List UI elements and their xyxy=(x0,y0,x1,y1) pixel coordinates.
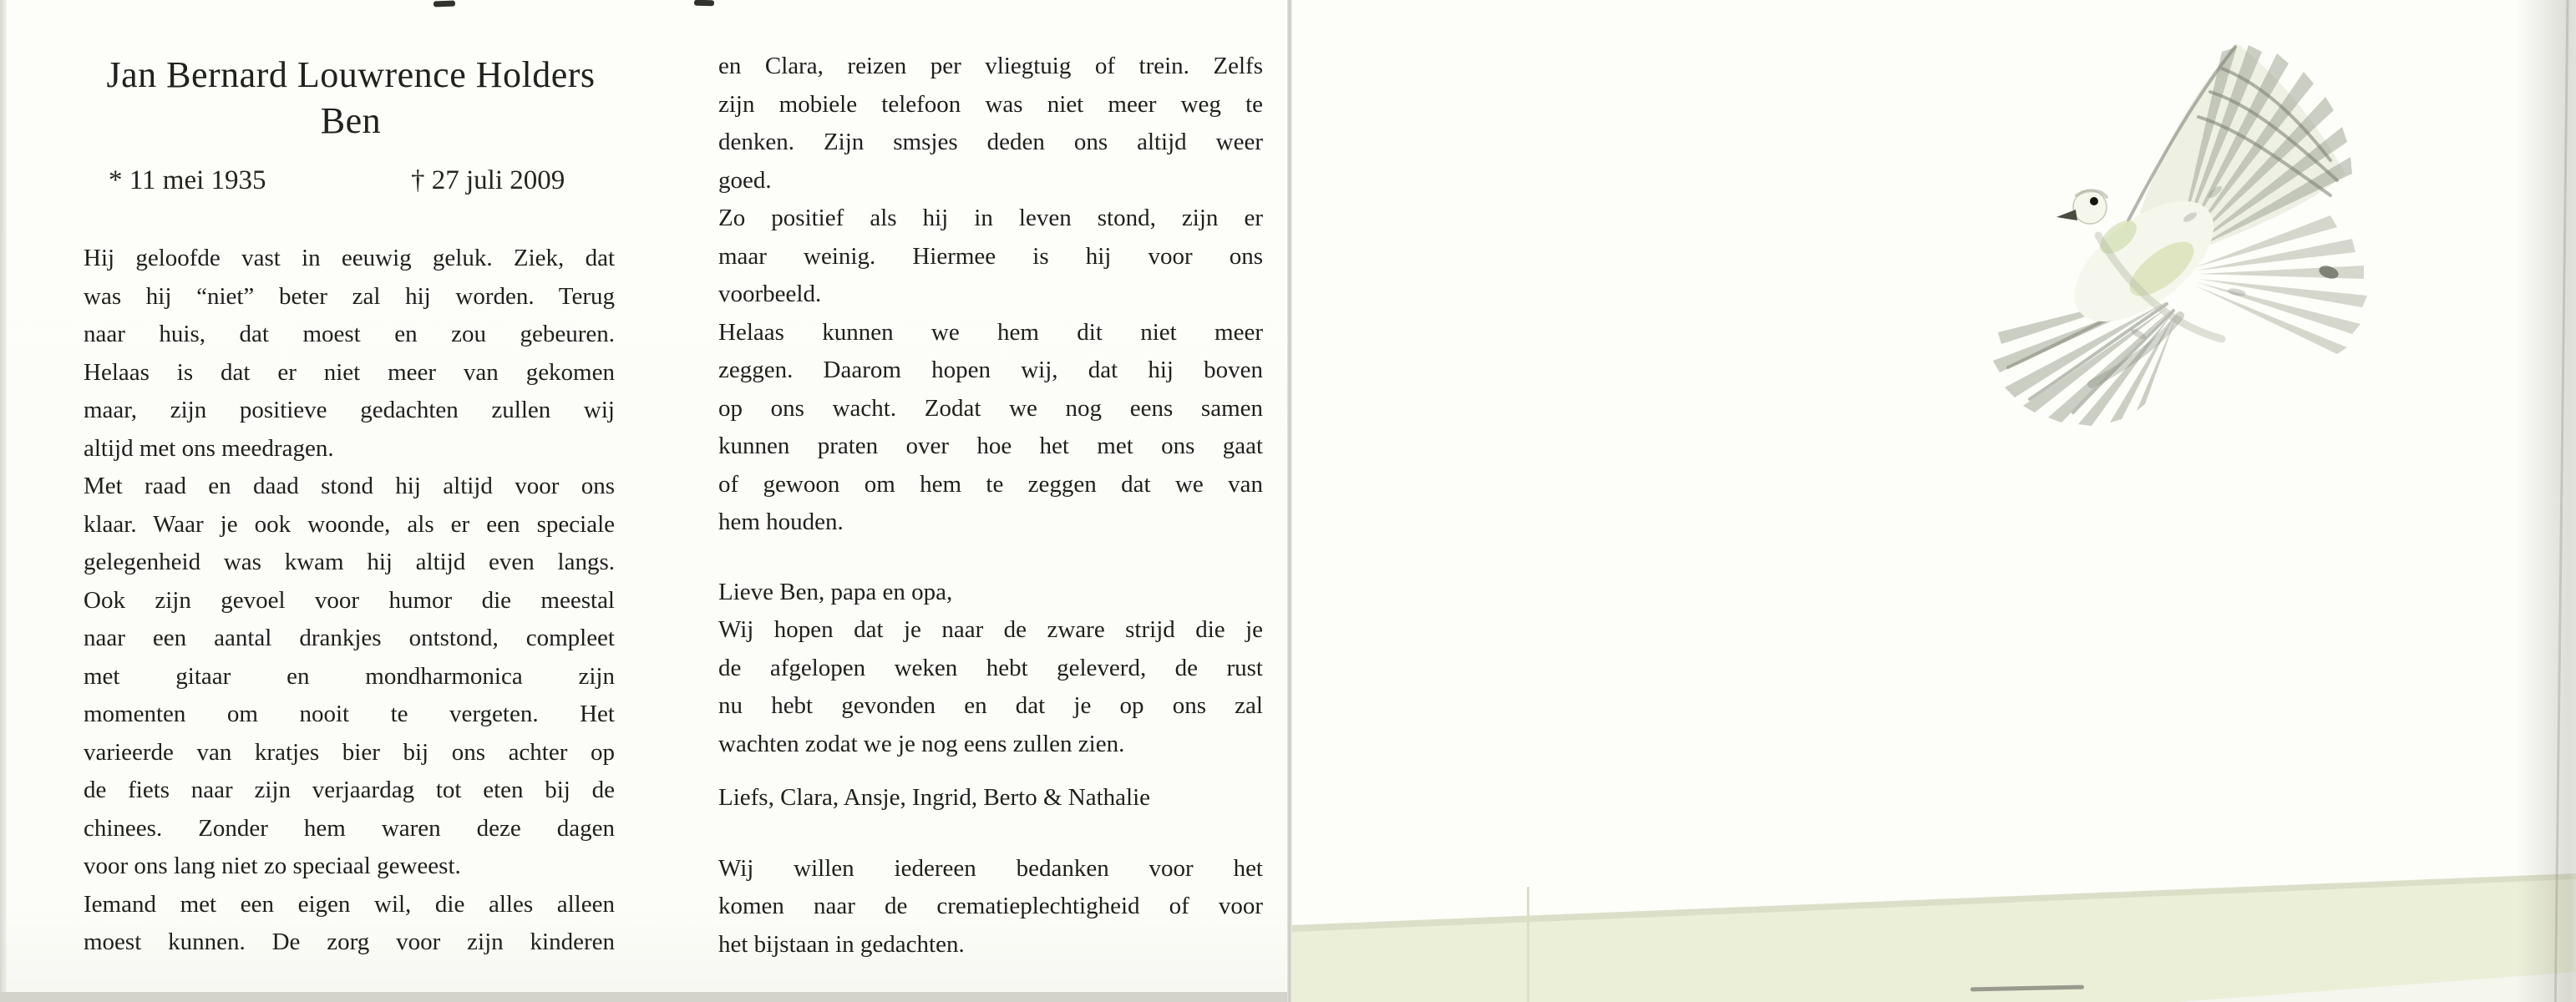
text-line: Liefs, Clara, Ansje, Ingrid, Berto & Nathalie xyxy=(718,784,1151,811)
deceased-name-line2: Ben xyxy=(320,100,382,141)
deceased-name xyxy=(84,52,618,144)
text-line: Met raad en daad stond hij altijd voor ons xyxy=(84,473,615,499)
text-line: komen naar de crematieplechtigheid of voor xyxy=(718,893,1263,919)
text-line: denken. Zijn smsjes deden ons altijd weer xyxy=(718,129,1263,155)
text-line: goed. xyxy=(718,166,772,194)
text-line: maar, zijn positieve gedachten zullen wij xyxy=(84,397,615,423)
text-line: zeggen. Daarom hopen wij, dat hij boven xyxy=(718,357,1263,383)
scan-artifact-mark xyxy=(434,1,455,8)
text-line: op ons wacht. Zodat we nog eens samen xyxy=(718,394,1263,422)
text-line: momenten om nooit te vergeten. Het xyxy=(84,701,615,727)
text-line: Helaas is dat er niet meer van gekomen xyxy=(84,358,615,386)
scan-left-edge xyxy=(0,0,7,1002)
text-line: chinees. Zonder hem waren deze dagen xyxy=(84,814,615,842)
scan-bottom-edge xyxy=(0,992,1291,1002)
text-line: het bijstaan in gedachten. xyxy=(718,930,965,958)
text-line: wachten zodat we je nog eens zullen zien. xyxy=(718,730,1125,757)
text-line: Ook zijn gevoel voor humor die meestal xyxy=(84,586,615,614)
text-line: klaar. Waar je ook woonde, als er een speciale xyxy=(84,510,615,538)
text-line: moest kunnen. De zorg voor zijn kinderen xyxy=(84,929,615,955)
text-line: nu hebt gevonden en dat je op ons zal xyxy=(718,692,1263,719)
inner-card-bottom-edge xyxy=(1292,835,2576,1002)
text-line: hem houden. xyxy=(718,509,844,535)
text-line: gelegenheid was kwam hij altijd even langs. xyxy=(84,549,615,575)
text-line: naar huis, dat moest en zou gebeuren. xyxy=(84,321,615,347)
text-line: voor ons lang niet zo speciaal geweest. xyxy=(84,853,461,879)
death-date: † 27 juli 2009 xyxy=(411,165,565,195)
text-line: was hij “niet” beter zal hij worden. Terug xyxy=(84,282,615,310)
text-line: Zo positief als hij in leven stond, zijn er xyxy=(718,205,1263,231)
page-curl-shadow xyxy=(2516,0,2576,1002)
text-line: Iemand met een eigen wil, die alles alleen xyxy=(84,890,615,918)
life-dates xyxy=(84,165,618,199)
text-column-2 xyxy=(718,48,1263,964)
text-line: altijd met ons meedragen. xyxy=(84,434,334,462)
text-line: of gewoon om hem te zeggen dat we van xyxy=(718,470,1263,498)
band-seam xyxy=(1527,887,1529,1002)
text-line: maar weinig. Hiermee is hij voor ons xyxy=(718,242,1263,270)
memorial-card-right-page xyxy=(1292,0,2576,1002)
text-line: Wij hopen dat je naar de zware strijd die je xyxy=(718,616,1263,643)
text-column-1 xyxy=(84,240,615,962)
deceased-name-line1: Jan Bernard Louwrence Holders xyxy=(106,54,596,95)
text-line: de afgelopen weken hebt geleverd, de rust xyxy=(718,654,1263,681)
text-line: varieerde van kratjes bier bij ons achter op xyxy=(84,738,615,766)
text-line: Hij geloofde vast in eeuwig geluk. Ziek, dat xyxy=(84,245,615,271)
text-line: met gitaar en mondharmonica zijn xyxy=(84,662,615,690)
text-line: voorbeeld. xyxy=(718,281,822,307)
text-line: naar een aantal drankjes ontstond, compleet xyxy=(84,625,615,651)
text-line: de fiets naar zijn verjaardag tot eten bij de xyxy=(84,777,615,803)
scan-artifact-mark xyxy=(694,0,714,6)
birth-date: * 11 mei 1935 xyxy=(109,165,266,195)
text-line: en Clara, reizen per vliegtuig of trein. Zelfs xyxy=(718,53,1263,79)
text-line: zijn mobiele telefoon was niet meer weg te xyxy=(718,90,1263,118)
text-line: Wij willen iedereen bedanken voor het xyxy=(718,854,1263,882)
dove-illustration xyxy=(1971,17,2406,434)
text-line: kunnen praten over hoe het met ons gaat xyxy=(718,433,1263,459)
text-line: Helaas kunnen we hem dit niet meer xyxy=(718,318,1263,346)
text-line: Lieve Ben, papa en opa, xyxy=(718,578,953,605)
